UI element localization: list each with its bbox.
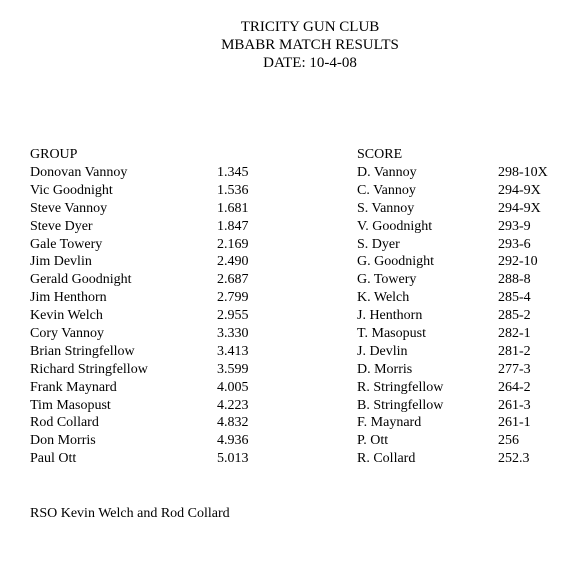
group-shooter-name: Richard Stringfellow bbox=[30, 361, 148, 377]
score-shooter-name: S. Dyer bbox=[357, 236, 400, 252]
group-size-value: 1.345 bbox=[217, 165, 249, 180]
score-shooter-name: J. Henthorn bbox=[357, 308, 423, 324]
score-value: 293-9 bbox=[498, 218, 531, 234]
group-shooter-name: Jim Devlin bbox=[30, 254, 92, 270]
match-title: MBABR MATCH RESULTS bbox=[221, 37, 399, 53]
score-shooter-name: R. Collard bbox=[357, 451, 416, 467]
score-shooter-name: K. Welch bbox=[357, 290, 410, 306]
group-names-list bbox=[30, 164, 215, 468]
score-shooter-name: G. Towery bbox=[357, 272, 417, 288]
score-shooter-name: D. Morris bbox=[357, 361, 413, 377]
group-size-value: 2.169 bbox=[217, 236, 249, 252]
group-shooter-name: Cory Vannoy bbox=[30, 326, 105, 342]
group-size-value: 2.799 bbox=[217, 290, 249, 306]
group-shooter-name: Tim Masopust bbox=[30, 397, 111, 413]
score-shooter-name: S. Vannoy bbox=[357, 200, 415, 216]
score-value: 277-3 bbox=[498, 361, 531, 377]
group-size-value: 1.536 bbox=[217, 182, 249, 198]
group-size-value: 2.955 bbox=[217, 308, 249, 324]
group-size-value: 3.599 bbox=[217, 361, 249, 377]
group-shooter-name: Kevin Welch bbox=[30, 308, 103, 324]
group-shooter-name: Steve Vannoy bbox=[30, 200, 108, 216]
score-shooter-name: F. Maynard bbox=[357, 415, 422, 431]
group-shooter-name: Gerald Goodnight bbox=[30, 272, 132, 288]
group-size-value: 1.681 bbox=[217, 200, 249, 216]
group-shooter-name: Gale Towery bbox=[30, 236, 103, 252]
score-shooter-name: G. Goodnight bbox=[357, 254, 434, 270]
score-shooter-name: B. Stringfellow bbox=[357, 397, 444, 413]
document-header bbox=[0, 18, 574, 72]
group-size-value: 4.223 bbox=[217, 397, 249, 413]
score-value: 298-10X bbox=[498, 165, 548, 180]
group-size-value: 4.832 bbox=[217, 415, 249, 431]
score-names-list bbox=[357, 164, 497, 468]
score-shooter-name: R. Stringfellow bbox=[357, 379, 444, 395]
score-shooter-name: T. Masopust bbox=[357, 326, 426, 342]
score-shooter-name: V. Goodnight bbox=[357, 218, 433, 234]
group-shooter-name: Paul Ott bbox=[30, 451, 77, 467]
score-shooter-name: J. Devlin bbox=[357, 343, 408, 359]
score-value: 288-8 bbox=[498, 272, 531, 288]
score-value: 285-2 bbox=[498, 308, 531, 324]
group-shooter-name: Vic Goodnight bbox=[30, 182, 113, 198]
score-value: 293-6 bbox=[498, 236, 531, 252]
score-heading: SCORE bbox=[357, 147, 403, 162]
group-shooter-name: Steve Dyer bbox=[30, 218, 93, 234]
group-size-value: 3.413 bbox=[217, 343, 249, 359]
score-value: 285-4 bbox=[498, 290, 531, 306]
group-size-value: 2.490 bbox=[217, 254, 249, 270]
group-heading: GROUP bbox=[30, 147, 78, 162]
rso-note: RSO Kevin Welch and Rod Collard bbox=[30, 506, 230, 521]
group-shooter-name: Jim Henthorn bbox=[30, 290, 107, 306]
score-value: 256 bbox=[498, 433, 519, 449]
match-date: DATE: 10-4-08 bbox=[263, 55, 357, 71]
score-value: 264-2 bbox=[498, 379, 531, 395]
group-size-value: 5.013 bbox=[217, 451, 249, 467]
group-size-value: 3.330 bbox=[217, 326, 249, 342]
score-value: 252.3 bbox=[498, 451, 530, 467]
club-title: TRICITY GUN CLUB bbox=[240, 19, 380, 35]
group-shooter-name: Don Morris bbox=[30, 433, 96, 449]
score-values-list bbox=[498, 164, 568, 468]
group-size-value: 1.847 bbox=[217, 218, 249, 234]
group-shooter-name: Rod Collard bbox=[30, 415, 99, 431]
score-value: 281-2 bbox=[498, 343, 531, 359]
group-shooter-name: Brian Stringfellow bbox=[30, 343, 135, 359]
score-value: 294-9X bbox=[498, 182, 541, 198]
score-value: 294-9X bbox=[498, 200, 541, 216]
group-shooter-name: Donovan Vannoy bbox=[30, 165, 128, 180]
group-values-list bbox=[217, 164, 277, 468]
group-size-value: 2.687 bbox=[217, 272, 249, 288]
group-shooter-name: Frank Maynard bbox=[30, 379, 117, 395]
score-value: 292-10 bbox=[498, 254, 538, 270]
score-shooter-name: C. Vannoy bbox=[357, 182, 416, 198]
score-value: 261-1 bbox=[498, 415, 531, 431]
group-size-value: 4.936 bbox=[217, 433, 249, 449]
score-value: 282-1 bbox=[498, 326, 531, 342]
score-shooter-name: P. Ott bbox=[357, 433, 389, 449]
group-size-value: 4.005 bbox=[217, 379, 249, 395]
score-shooter-name: D. Vannoy bbox=[357, 165, 417, 180]
score-value: 261-3 bbox=[498, 397, 531, 413]
